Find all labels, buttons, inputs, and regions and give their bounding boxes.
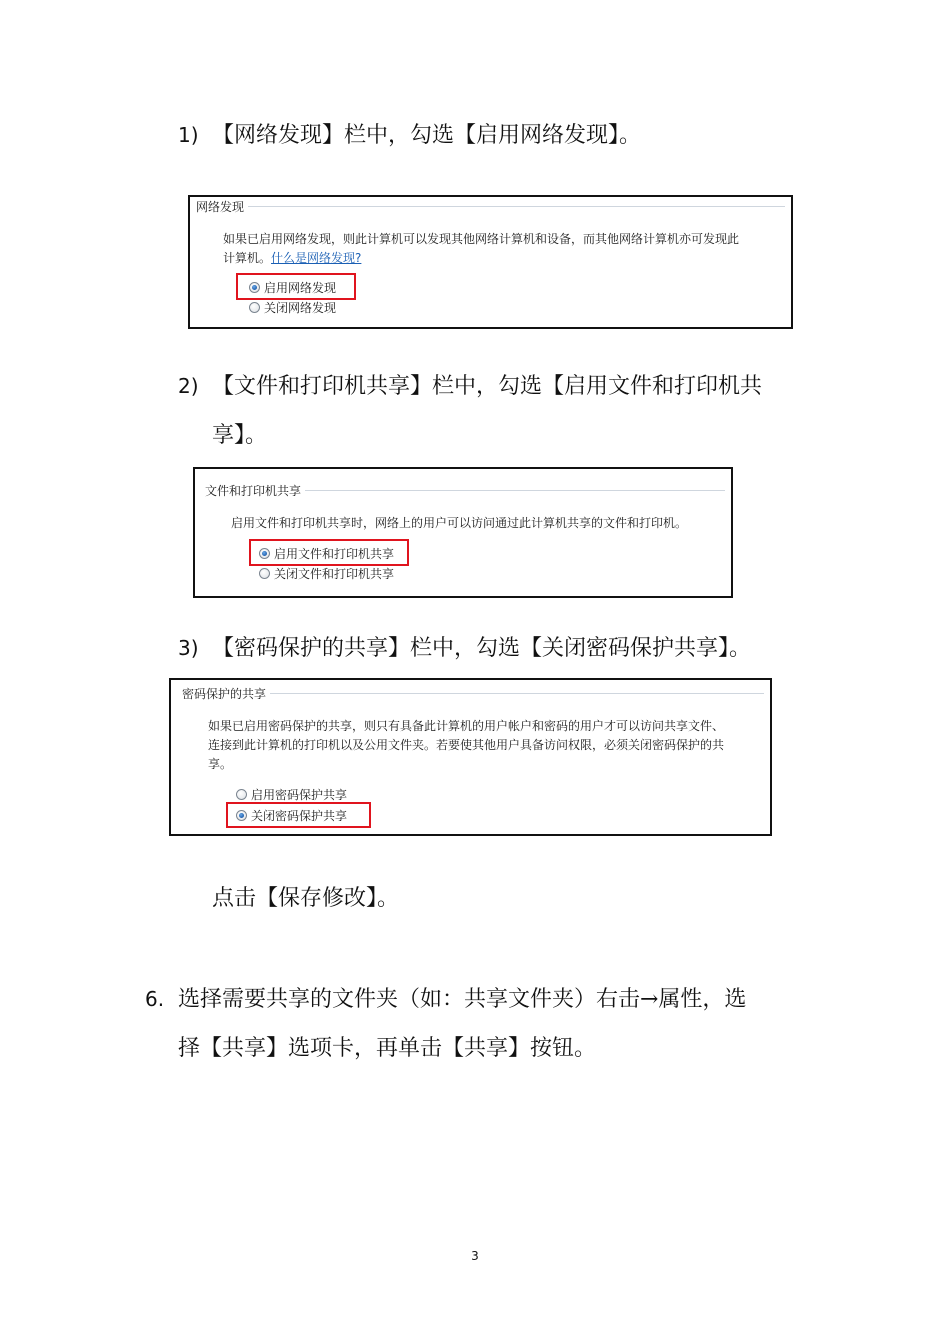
step-2 xyxy=(178,361,762,412)
step-6-text-line1: 选择需要共享的文件夹（如：共享文件夹）右击→属性，选 xyxy=(178,987,747,1012)
network-discovery-desc-line2: 计算机。 xyxy=(223,251,272,265)
password-sharing-desc-line1: 如果已启用密码保护的共享，则只有具备此计算机的用户帐户和密码的用户才可以访问共享文件、 xyxy=(208,719,725,733)
step-3 xyxy=(178,623,751,674)
step-6-text-line2: 择【共享】选项卡，再单击【共享】按钮。 xyxy=(178,1036,597,1061)
radio-label: 启用网络发现 xyxy=(264,281,337,295)
radio-enable-network-discovery[interactable] xyxy=(249,279,336,296)
step-2-text-line2: 享】。 xyxy=(212,423,268,448)
step-6-number: 6. xyxy=(145,987,165,1011)
radio-disable-file-printer-sharing[interactable] xyxy=(259,565,394,582)
step-1-text: 【网络发现】栏中，勾选【启用网络发现】。 xyxy=(212,123,642,148)
save-instruction: 点击【保存修改】。 xyxy=(212,886,400,911)
password-sharing-desc-line3: 享。 xyxy=(208,757,233,771)
step-2-text-line1: 【文件和打印机共享】栏中，勾选【启用文件和打印机共 xyxy=(212,374,763,399)
file-printer-sharing-screenshot xyxy=(193,467,733,598)
radio-label: 关闭密码保护共享 xyxy=(251,809,348,823)
password-sharing-description xyxy=(208,717,724,774)
radio-disable-password-sharing[interactable] xyxy=(236,807,347,824)
password-sharing-screenshot xyxy=(169,678,772,836)
network-discovery-screenshot xyxy=(188,195,793,329)
radio-disable-network-discovery[interactable] xyxy=(249,299,336,316)
network-discovery-legend: 网络发现 xyxy=(196,198,248,215)
password-sharing-legend: 密码保护的共享 xyxy=(182,685,270,702)
step-2-number: 2) xyxy=(178,374,199,398)
radio-selected-icon xyxy=(236,810,247,821)
radio-selected-icon xyxy=(249,282,260,293)
network-discovery-desc-line1: 如果已启用网络发现，则此计算机可以发现其他网络计算机和设备，而其他网络计算机亦可发现此 xyxy=(223,232,740,246)
step-1 xyxy=(178,110,641,161)
radio-label: 关闭网络发现 xyxy=(264,301,337,315)
step-2-continued xyxy=(212,411,267,461)
legend-rule xyxy=(196,206,785,207)
step-3-text: 【密码保护的共享】栏中，勾选【关闭密码保护共享】。 xyxy=(212,636,752,661)
page-number: 3 xyxy=(471,1249,479,1263)
step-3-number: 3) xyxy=(178,636,199,660)
what-is-network-discovery-link[interactable]: 什么是网络发现? xyxy=(271,251,362,265)
password-sharing-desc-line2: 连接到此计算机的打印机以及公用文件夹。若要使其他用户具备访问权限，必须关闭密码保护的共 xyxy=(208,738,725,752)
radio-label: 启用密码保护共享 xyxy=(251,788,348,802)
radio-label: 启用文件和打印机共享 xyxy=(274,547,395,561)
radio-unselected-icon xyxy=(259,568,270,579)
file-printer-sharing-description: 启用文件和打印机共享时，网络上的用户可以访问通过此计算机共享的文件和打印机。 xyxy=(231,516,688,530)
radio-selected-icon xyxy=(259,548,270,559)
step-6 xyxy=(145,974,746,1025)
network-discovery-description xyxy=(223,230,739,268)
radio-label: 关闭文件和打印机共享 xyxy=(274,567,395,581)
step-6-continued xyxy=(178,1024,596,1074)
radio-unselected-icon xyxy=(249,302,260,313)
file-printer-sharing-legend: 文件和打印机共享 xyxy=(205,482,305,499)
radio-unselected-icon xyxy=(236,789,247,800)
step-1-number: 1) xyxy=(178,123,199,147)
radio-enable-file-printer-sharing[interactable] xyxy=(259,545,394,562)
radio-enable-password-sharing[interactable] xyxy=(236,786,347,803)
